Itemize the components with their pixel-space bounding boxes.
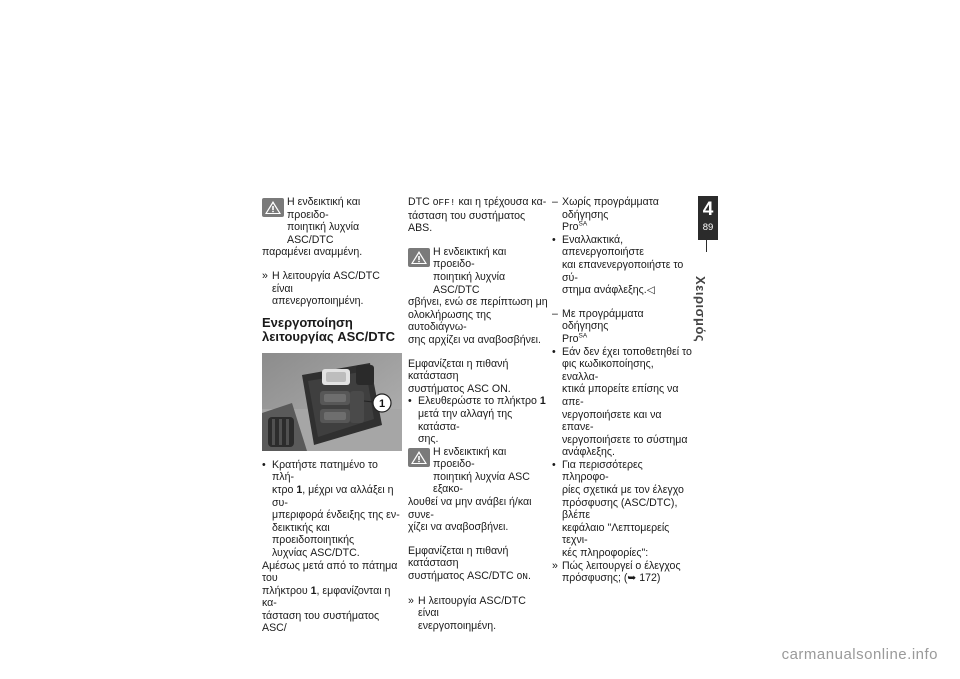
bullet-coding-plug: • Εάν δεν έχει τοποθετηθεί το φις κωδικοποίησης, εναλλα- κτικά μπορείτε επίσης να απε- νεργοποιήσετε και να επανε- νεργοποιήσετε το σύστημα ανάφλεξης. [552,345,692,459]
step-2: • Ελευθερώστε το πλήκτρο 1 μετά την αλλαγή της κατάστα- σης. [408,395,546,446]
option-without-pro: – Χωρίς προγράμματα οδήγησης Pro$^{SA}$ [552,196,659,234]
page-reference[interactable]: 172) [636,572,661,585]
warning-note-2: Η ενδεικτική και προειδο- ποιητική λυχνία ASC/DTC σβήνει, ενώ σε περίπτωση μη ολοκλήρωσης της αυτοδιάγνω- σης αρχίζει να αναβοσβήνει. [408,245,548,346]
bullet-alternative: • Εναλλακτικά, απενεργοποιήστε και επανενεργοποιήστε το σύ- στημα ανάφλεξης.◁ [552,233,684,297]
result-marker: » [262,269,268,282]
tab-divider [706,240,707,252]
dash-marker: – [552,196,558,208]
warning-triangle-icon [408,448,430,467]
dash-marker: – [552,307,558,320]
chapter-number: 4 [702,199,714,220]
result-marker: » [408,594,414,607]
section-heading: Ενεργοποίηση λειτουργίας ASC/DTC [262,314,395,345]
end-of-section-icon: ◁ [646,284,655,297]
warning-note-3: Η ενδεικτική και προειδο- ποιητική λυχνία ASC εξακο- λουθεί να μην ανάβει ή/και συνε- χίζει να αναβοσβήνει. [408,445,532,534]
bullet-marker: • [262,458,266,471]
column-1: Η ενδεικτική και προειδο- ποιητική λυχνία ASC/DTC παραμένει αναμμένη. » Η λειτουργία ASC/DTC είναι απενεργοποιημένη. Ενεργοποίηση λειτουργίας ASC/DTC 1 • Κρατήστε πατημένο το πλή- κτρο 1, μέχρι να αλλάξει η συ- μπεριφορά ένδειξης της εν- δεικτικής και προειδοποιητικής λυχνίας ASC/DTC. Αμέσως μετά από το πάτημα του πλήκτρου 1, εμφανίζονται η κα- τάσταση του συστήματος ASC/ [262,196,402,635]
result-line-1: » Η λειτουργία ASC/DTC είναι απενεργοποιημένη. [262,269,380,308]
column-3 [552,196,692,585]
result-marker: » [552,559,558,572]
page-reference-arrow-icon[interactable]: ➥ [627,572,637,585]
result-line-2: » Η λειτουργία ASC/DTC είναι ενεργοποιημένη. [408,594,526,632]
page-number: 89 [702,222,714,233]
result-line-3: » Πώς λειτουργεί ο έλεγχος πρόσφυσης; (➥ 172) [552,559,681,585]
option-with-pro: – Με προγράμματα οδήγησης Pro$^{SA}$ [552,307,644,345]
bullet-marker: • [552,233,556,246]
step-1: • Κρατήστε πατημένο το πλή- κτρο 1, μέχρι να αλλάξει η συ- μπεριφορά ένδειξης της εν- δεικτικής και προειδοποιητικής λυχνίας ASC/DTC. [262,458,400,559]
display-code-on: ON [516,571,528,583]
display-code-off: OFF! [432,197,456,208]
watermark: carmanualsonline.info [781,646,938,663]
bullet-marker: • [408,395,412,408]
warning-triangle-icon [262,198,284,217]
bullet-marker: • [552,458,556,471]
chapter-tab [698,196,718,240]
warning-note-1: Η ενδεικτική και προειδο- ποιητική λυχνία ASC/DTC παραμένει αναμμένη. [262,196,363,259]
callout-number: 1 [378,397,386,410]
column-2: DTC OFF! και η τρέχουσα κα- τάσταση του συστήματος ABS. Η ενδεικτική και προειδο- ποιητική λυχνία ASC/DTC σβήνει, ενώ σε περίπτωση μη ολοκλήρωσης της αυτοδιάγνω- σης αρχίζει να αναβοσβήνει. Εμφανίζεται η πιθανή κατάσταση συστήματος ASC ON. • Ελευθερώστε το πλήκτρο 1 μετά την αλλαγή της κατάστα- σης. Η ενδεικτική και προειδο- ποιητική λυχνία ASC εξακο- λουθεί να μην ανάβει ή/και συνε- χίζει να αναβοσβήνει. Εμφανίζεται η πιθανή κατάσταση συστήματος ASC/DTC ON. » Η λειτουργία ASC/DTC είναι ενεργοποιημένη. [408,196,548,632]
handlebar-switch-photo [262,353,402,451]
warning-triangle-icon [408,248,430,267]
bullet-marker: • [552,345,556,358]
bullet-more-info: • Για περισσότερες πληροφο- ρίες σχετικά με τον έλεγχο πρόσφυσης (ASC/DTC), βλέπε κεφάλαιο "Λεπτομερείς τεχνι- κές πληροφορίες": [552,458,684,560]
